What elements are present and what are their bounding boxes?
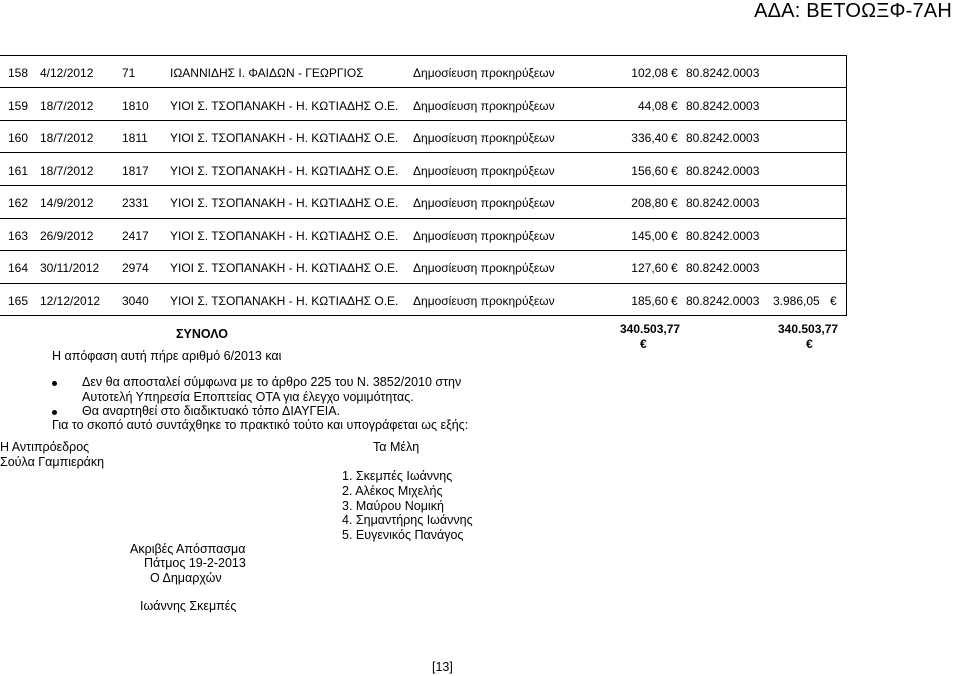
copy-line-1: Ακριβές Απόσπασμα xyxy=(130,542,246,556)
copy-line-2: Πάτμος 19-2-2013 xyxy=(144,556,246,570)
copy-line-3: Ο Δημαρχών xyxy=(150,571,222,585)
row-amount: 208,80 xyxy=(631,196,668,210)
row-doc-number: 2417 xyxy=(122,228,149,243)
row-account-code: 80.8242.0003 xyxy=(686,98,760,113)
total-label: ΣΥΝΟΛΟ xyxy=(176,327,228,341)
member-item: 5. Ευγενικός Πανάγος xyxy=(342,528,464,542)
row-supplier: ΥΙΟΙ Σ. ΤΣΟΠΑΝΑΚΗ - Η. ΚΩΤΙΑΔΗΣ Ο.Ε. xyxy=(170,131,399,145)
table-row xyxy=(0,218,846,250)
row-description: Δημοσίευση προκηρύξεων xyxy=(413,196,555,210)
row-account-code: 80.8242.0003 xyxy=(686,66,760,80)
row-currency: € xyxy=(671,98,678,113)
grand-total-currency: € xyxy=(806,337,813,351)
row-total: 3.986,05 xyxy=(773,293,820,308)
row-supplier: ΥΙΟΙ Σ. ΤΣΟΠΑΝΑΚΗ - Η. ΚΩΤΙΑΔΗΣ Ο.Ε. xyxy=(170,228,399,243)
table-row xyxy=(0,120,846,152)
row-description: Δημοσίευση προκηρύξεων xyxy=(413,66,555,80)
members-title: Τα Μέλη xyxy=(373,440,420,454)
member-item: 2. Αλέκος Μιχελής xyxy=(342,484,443,498)
row-account-code: 80.8242.0003 xyxy=(686,131,760,145)
mayor-name: Ιωάννης Σκεμπές xyxy=(140,599,237,613)
row-doc-number: 1811 xyxy=(122,131,148,145)
row-supplier: ΥΙΟΙ Σ. ΤΣΟΠΑΝΑΚΗ - Η. ΚΩΤΙΑΔΗΣ Ο.Ε. xyxy=(170,261,399,275)
vice-president-title: Η Αντιπρόεδρος xyxy=(0,440,90,454)
total-amount: 340.503,77 xyxy=(620,322,681,336)
table-row xyxy=(0,88,846,120)
row-description: Δημοσίευση προκηρύξεων xyxy=(413,261,555,275)
row-date: 26/9/2012 xyxy=(40,228,94,243)
row-supplier: ΥΙΟΙ Σ. ΤΣΟΠΑΝΑΚΗ - Η. ΚΩΤΙΑΔΗΣ Ο.Ε. xyxy=(170,98,399,113)
row-date: 18/7/2012 xyxy=(40,163,94,178)
row-doc-number: 1810 xyxy=(122,98,149,113)
row-currency: € xyxy=(671,66,678,80)
row-account-code: 80.8242.0003 xyxy=(686,228,760,243)
table-row xyxy=(0,250,846,282)
ada-code: ΑΔΑ: ΒΕΤΟΩΞΦ-7ΑΗ xyxy=(754,0,952,22)
bullet-dot xyxy=(52,410,57,415)
row-amount: 185,60 xyxy=(631,293,668,308)
row-number: 161 xyxy=(8,163,29,178)
row-number: 160 xyxy=(8,131,29,145)
row-account-code: 80.8242.0003 xyxy=(686,293,760,308)
row-currency: € xyxy=(671,228,678,243)
row-currency: € xyxy=(671,293,678,308)
table-row xyxy=(0,283,846,315)
row-supplier: ΥΙΟΙ Σ. ΤΣΟΠΑΝΑΚΗ - Η. ΚΩΤΙΑΔΗΣ Ο.Ε. xyxy=(170,293,399,308)
row-number: 163 xyxy=(8,228,29,243)
row-account-code: 80.8242.0003 xyxy=(686,196,760,210)
bullet-1-line-1: Δεν θα αποσταλεί σύμφωνα με το άρθρο 225 του Ν. 3852/2010 στην xyxy=(82,375,462,389)
member-item: 1. Σκεμπές Ιωάννης xyxy=(342,469,453,483)
row-supplier: ΥΙΟΙ Σ. ΤΣΟΠΑΝΑΚΗ - Η. ΚΩΤΙΑΔΗΣ Ο.Ε. xyxy=(170,163,399,178)
row-date: 4/12/2012 xyxy=(40,66,94,80)
closing-text: Για το σκοπό αυτό συντάχθηκε το πρακτικό τούτο και υπογράφεται ως εξής: xyxy=(52,418,469,432)
row-amount: 102,08 xyxy=(631,66,668,80)
row-account-code: 80.8242.0003 xyxy=(686,261,760,275)
row-supplier: ΙΩΑΝΝΙΔΗΣ Ι. ΦΑΙΔΩΝ - ΓΕΩΡΓΙΟΣ xyxy=(170,66,364,80)
decision-text: Η απόφαση αυτή πήρε αριθμό 6/2013 και xyxy=(52,349,282,363)
row-description: Δημοσίευση προκηρύξεων xyxy=(413,98,555,113)
table-row xyxy=(0,153,846,185)
row-supplier: ΥΙΟΙ Σ. ΤΣΟΠΑΝΑΚΗ - Η. ΚΩΤΙΑΔΗΣ Ο.Ε. xyxy=(170,196,399,210)
row-currency: € xyxy=(671,131,678,145)
bullet-1-line-2: Αυτοτελή Υπηρεσία Εποπτείας ΟΤΑ για έλεγχο νομιμότητας. xyxy=(82,390,414,404)
row-doc-number: 71 xyxy=(122,66,136,80)
row-number: 165 xyxy=(8,293,29,308)
row-amount: 156,60 xyxy=(631,163,668,178)
row-amount: 145,00 xyxy=(631,228,668,243)
row-number: 159 xyxy=(8,98,29,113)
row-amount: 336,40 xyxy=(631,131,668,145)
row-date: 12/12/2012 xyxy=(40,293,101,308)
row-amount: 127,60 xyxy=(631,261,668,275)
row-date: 30/11/2012 xyxy=(40,261,100,275)
row-currency: € xyxy=(671,196,678,210)
row-description: Δημοσίευση προκηρύξεων xyxy=(413,293,555,308)
row-currency: € xyxy=(671,163,678,178)
row-doc-number: 2331 xyxy=(122,196,149,210)
row-doc-number: 3040 xyxy=(122,293,149,308)
total-amount-currency: € xyxy=(640,337,647,351)
row-description: Δημοσίευση προκηρύξεων xyxy=(413,163,555,178)
row-date: 18/7/2012 xyxy=(40,131,94,145)
table-row xyxy=(0,185,846,217)
row-number: 164 xyxy=(8,261,29,275)
page-number: [13] xyxy=(432,660,453,674)
member-item: 3. Μαύρου Νομική xyxy=(342,499,444,513)
row-doc-number: 1817 xyxy=(122,163,149,178)
row-description: Δημοσίευση προκηρύξεων xyxy=(413,228,555,243)
vice-president-name: Σούλα Γαμπιεράκη xyxy=(0,455,105,469)
row-date: 14/9/2012 xyxy=(40,196,94,210)
row-number: 158 xyxy=(8,66,29,80)
row-currency: € xyxy=(671,261,678,275)
row-account-code: 80.8242.0003 xyxy=(686,163,760,178)
grand-total: 340.503,77 xyxy=(778,322,839,336)
row-total-currency: € xyxy=(830,293,837,308)
table-row xyxy=(0,55,846,87)
row-number: 162 xyxy=(8,196,29,210)
row-description: Δημοσίευση προκηρύξεων xyxy=(413,131,555,145)
member-item: 4. Σημαντήρης Ιωάννης xyxy=(342,513,473,527)
bullet-2: Θα αναρτηθεί στο διαδικτυακό τόπο ΔΙΑΥΓΕΙΑ. xyxy=(82,404,341,418)
row-doc-number: 2974 xyxy=(122,261,149,275)
row-date: 18/7/2012 xyxy=(40,98,94,113)
row-amount: 44,08 xyxy=(637,98,668,113)
bullet-dot xyxy=(52,381,57,386)
